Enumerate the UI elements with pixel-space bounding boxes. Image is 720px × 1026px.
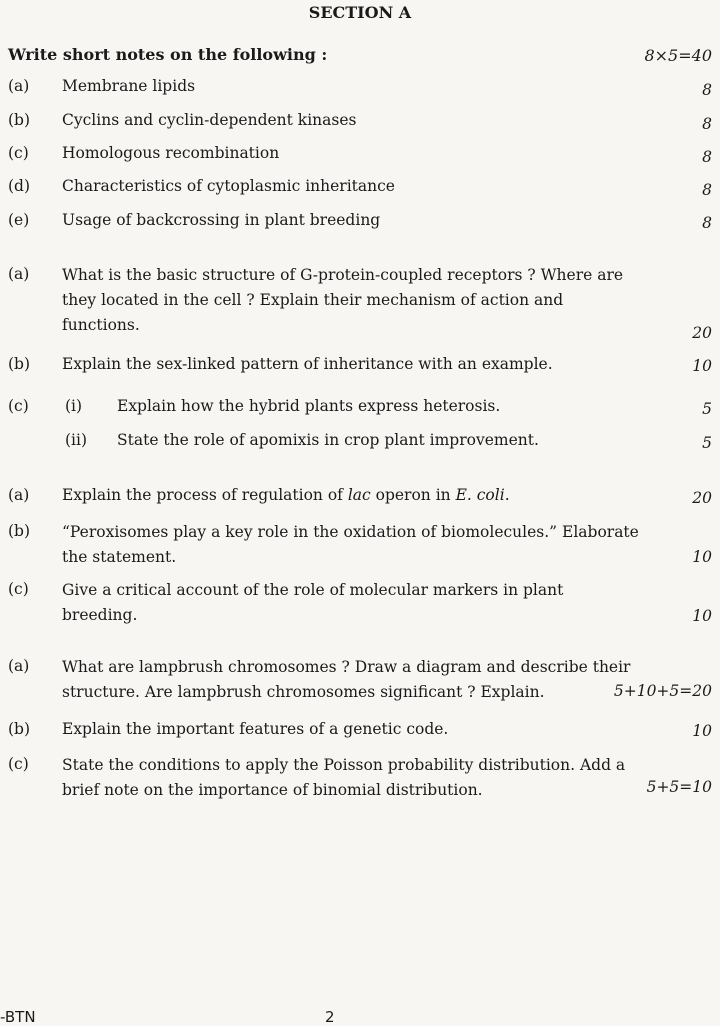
- text-line: What are lampbrush chromosomes ? Draw a diagram and describe their: [62, 658, 631, 676]
- q2c-i-text: Explain how the hybrid plants express heterosis.: [117, 397, 501, 415]
- text-line: functions.: [62, 316, 140, 334]
- q2c-ii-marks: 5: [702, 434, 712, 452]
- q3b-marks: 10: [692, 548, 712, 566]
- part-marks: 8: [702, 81, 712, 99]
- q4b-marks: 10: [692, 722, 712, 740]
- q3b-label: (b): [8, 522, 31, 540]
- q2c-i-label: (i): [65, 397, 83, 415]
- q4a-marks: 5+10+5=20: [613, 682, 712, 700]
- part-label: (e): [8, 211, 30, 229]
- part-label: (b): [8, 111, 31, 129]
- q4a-label: (a): [8, 657, 30, 675]
- q2c-label: (c): [8, 397, 29, 415]
- q4a-text: [62, 655, 677, 705]
- q4c-label: (c): [8, 755, 29, 773]
- q3a-italic-lac: lac: [347, 486, 371, 504]
- q4b-label: (b): [8, 720, 31, 738]
- part-label: (c): [8, 144, 29, 162]
- q2b-text: Explain the sex-linked pattern of inheritance with an example.: [62, 355, 553, 373]
- part-text: Homologous recombination: [62, 144, 280, 162]
- text-line: Give a critical account of the role of molecular markers in plant: [62, 581, 564, 599]
- question-1-total-marks: 8×5=40: [644, 46, 712, 65]
- q3a-text-part: Explain the process of regulation of: [62, 486, 348, 504]
- part-label: (a): [8, 77, 30, 95]
- part-text: Characteristics of cytoplasmic inheritance: [62, 177, 395, 195]
- q3b-text: [62, 520, 677, 570]
- q2a-marks: 20: [692, 324, 712, 342]
- part-text: Usage of backcrossing in plant breeding: [62, 211, 381, 229]
- part-text: Cyclins and cyclin-dependent kinases: [62, 111, 357, 129]
- paper-code: -BTN: [0, 1008, 36, 1026]
- q3a-text: [62, 486, 510, 504]
- q4b-text: Explain the important features of a genetic code.: [62, 720, 449, 738]
- section-title: SECTION A: [308, 3, 412, 22]
- q3c-label: (c): [8, 580, 29, 598]
- part-text: Membrane lipids: [62, 77, 196, 95]
- text-line: “Peroxisomes play a key role in the oxidation of biomolecules.” Elaborate: [62, 523, 639, 541]
- q2c-ii-label: (ii): [65, 431, 88, 449]
- part-marks: 8: [702, 148, 712, 166]
- q2b-label: (b): [8, 355, 31, 373]
- q3c-marks: 10: [692, 607, 712, 625]
- text-line: brief note on the importance of binomial distribution.: [62, 781, 483, 799]
- text-line: the statement.: [62, 548, 177, 566]
- text-line: structure. Are lampbrush chromosomes significant ? Explain.: [62, 683, 545, 701]
- q3a-marks: 20: [692, 489, 712, 507]
- q3a-text-part: .: [504, 486, 510, 504]
- part-marks: 8: [702, 214, 712, 232]
- q4c-marks: 5+5=10: [646, 778, 712, 796]
- q2a-label: (a): [8, 265, 30, 283]
- page-number: 2: [325, 1008, 335, 1026]
- q3a-italic-ecoli: E. coli: [455, 486, 505, 504]
- q4c-text: [62, 753, 677, 803]
- question-1-intro: Write short notes on the following :: [8, 45, 328, 64]
- part-marks: 8: [702, 115, 712, 133]
- q3a-label: (a): [8, 486, 30, 504]
- q2b-marks: 10: [692, 357, 712, 375]
- text-line: What is the basic structure of G-protein-coupled receptors ? Where are: [62, 266, 624, 284]
- q2a-text: [62, 263, 677, 338]
- text-line: State the conditions to apply the Poisson probability distribution. Add a: [62, 756, 626, 774]
- q3c-text: [62, 578, 677, 628]
- text-line: they located in the cell ? Explain their mechanism of action and: [62, 291, 564, 309]
- q2c-ii-text: State the role of apomixis in crop plant improvement.: [117, 431, 539, 449]
- part-marks: 8: [702, 181, 712, 199]
- q2c-i-marks: 5: [702, 400, 712, 418]
- part-label: (d): [8, 177, 31, 195]
- q3a-text-part: operon in: [370, 486, 456, 504]
- text-line: breeding.: [62, 606, 138, 624]
